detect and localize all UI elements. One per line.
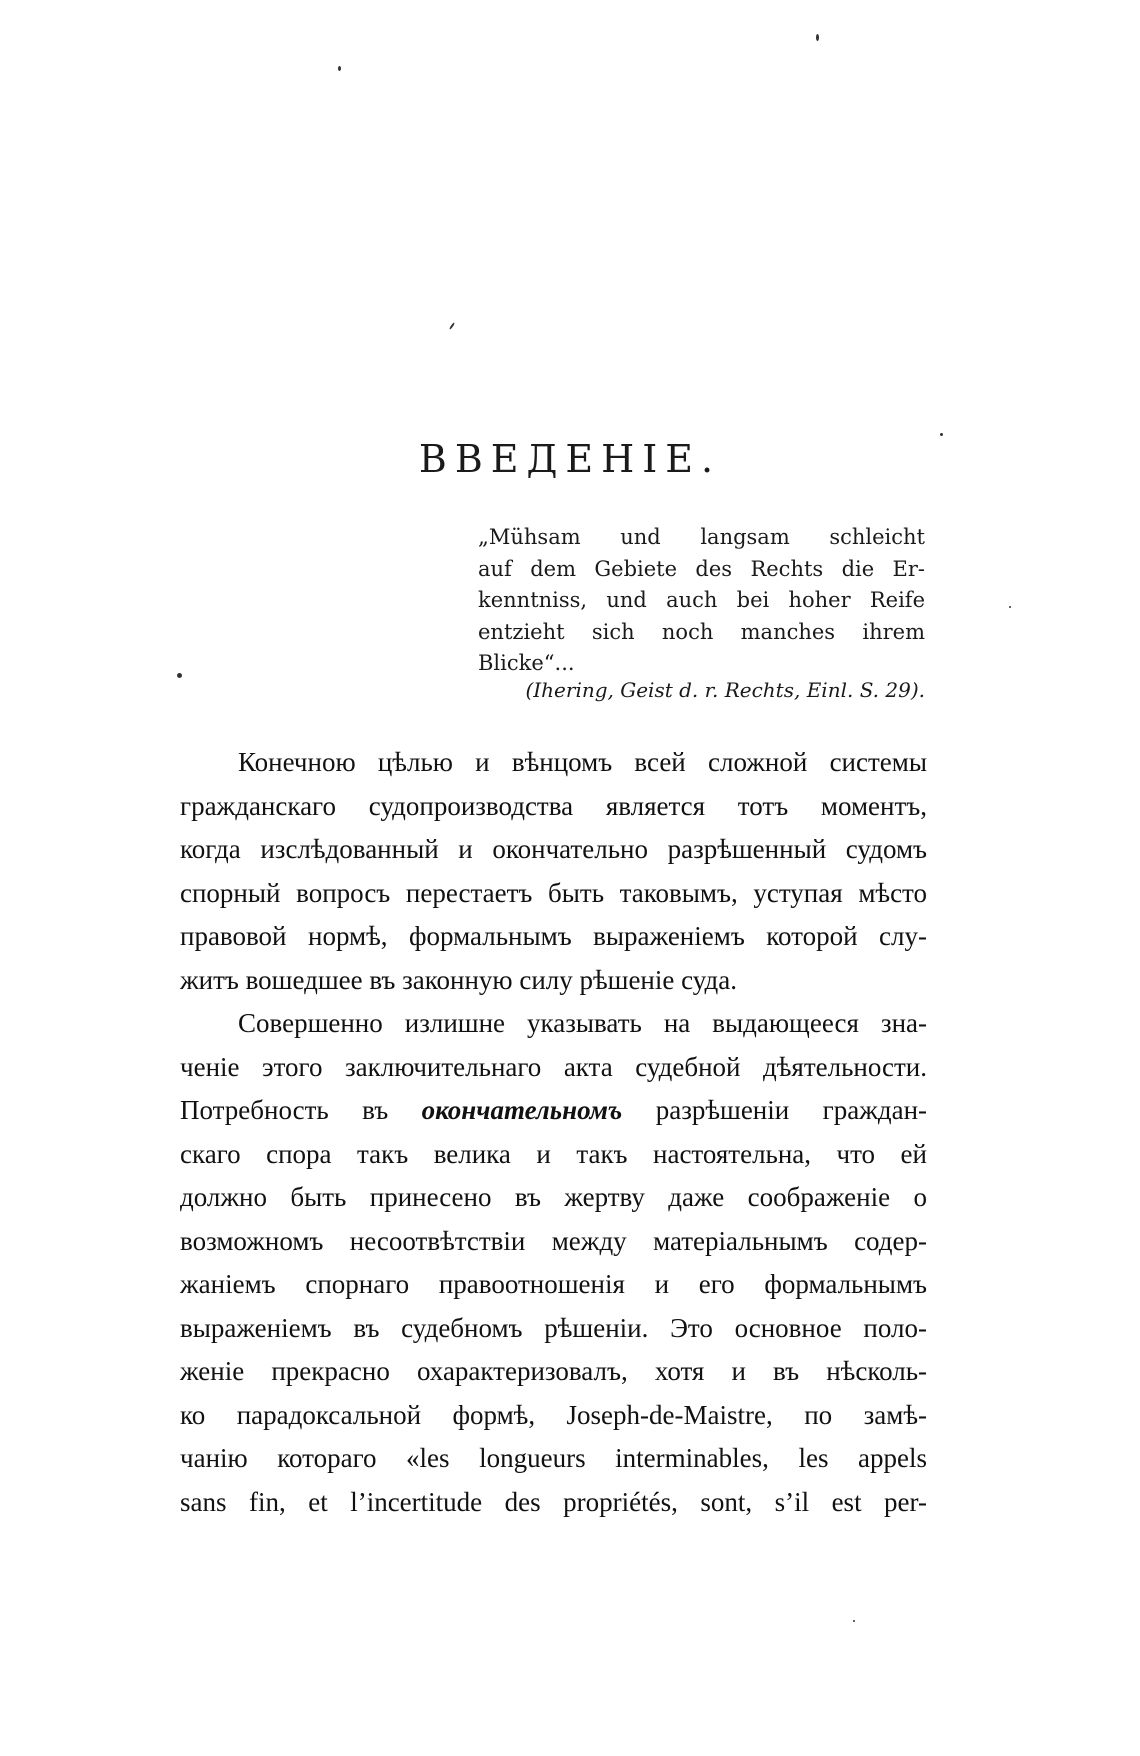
epigraph-line: entzieht sich noch manches ihrem (478, 619, 925, 644)
paragraph-2-line: выраженіемъ въ судебномъ рѣшеніи. Это основное поло- (180, 1312, 927, 1343)
emphasized-word: окончательномъ (421, 1095, 623, 1125)
epigraph-line: „Mühsam und langsam schleicht (478, 525, 925, 549)
text-run: Потребность въ (180, 1095, 422, 1125)
paragraph-2-line: Совершенно излишне указывать на выдающееся зна- (238, 1008, 927, 1038)
chapter-title: ВВЕДЕНІЕ. (418, 437, 722, 481)
scan-speck (338, 66, 341, 71)
scan-speck (940, 433, 943, 436)
scan-speck (1009, 606, 1011, 608)
epigraph-line: Blicke“... (478, 651, 575, 675)
paragraph-1-line: Конечною цѣлью и вѣнцомъ всей сложной системы (238, 747, 927, 777)
scan-speck (816, 34, 819, 41)
paragraph-1-line: гражданскаго судопроизводства является тотъ моментъ, (180, 790, 927, 821)
epigraph-line: auf dem Gebiete des Rechts die Er- (478, 556, 925, 581)
paragraph-2-line: жаніемъ спорнаго правоотношенія и его формальнымъ (180, 1269, 927, 1299)
paragraph-1-line: когда изслѣдованный и окончательно разрѣшенный судомъ (180, 834, 927, 864)
paragraph-2-line (180, 1089, 927, 1133)
paragraph-1-line: спорный вопросъ перестаетъ быть таковымъ, уступая мѣсто (180, 877, 927, 908)
body-text (180, 741, 927, 1524)
epigraph-line: kenntniss, und auch bei hoher Reife (478, 588, 925, 612)
paragraph-2-line: ко парадоксальной формѣ, Joseph-de-Maistre, по замѣ- (180, 1399, 927, 1430)
paragraph-1-line: житъ вошедшее въ законную силу рѣшеніе суда. (180, 964, 738, 995)
scan-speck (853, 1620, 855, 1622)
scan-speck (449, 322, 455, 330)
paragraph-2-line: женіе прекрасно охарактеризовалъ, хотя и въ нѣсколь- (180, 1356, 927, 1386)
paragraph-2-line: должно быть принесено въ жертву даже соображеніе о (180, 1182, 927, 1212)
paragraph-2-line: чанію котораго «les longueurs interminables, les appels (180, 1443, 927, 1473)
paragraph-2-line: sans fin, et l’incertitude des propriétés, sont, s’il est per- (180, 1486, 927, 1517)
text-run: разрѣшеніи граждан- (622, 1095, 928, 1125)
epigraph (478, 522, 925, 680)
paragraph-2-line: возможномъ несоотвѣтствіи между матеріальнымъ содер- (180, 1225, 927, 1256)
paragraph-2-line: ченіе этого заключительнаго акта судебной дѣятельности. (180, 1051, 927, 1082)
paragraph-2-line: скаго спора такъ велика и такъ настоятельна, что ей (180, 1138, 927, 1169)
paragraph-1-line: правовой нормѣ, формальнымъ выраженіемъ которой слу- (180, 921, 927, 951)
epigraph-citation: (Ihering, Geist d. r. Rechts, Einl. S. 29). (525, 678, 925, 702)
scan-speck (177, 673, 182, 678)
